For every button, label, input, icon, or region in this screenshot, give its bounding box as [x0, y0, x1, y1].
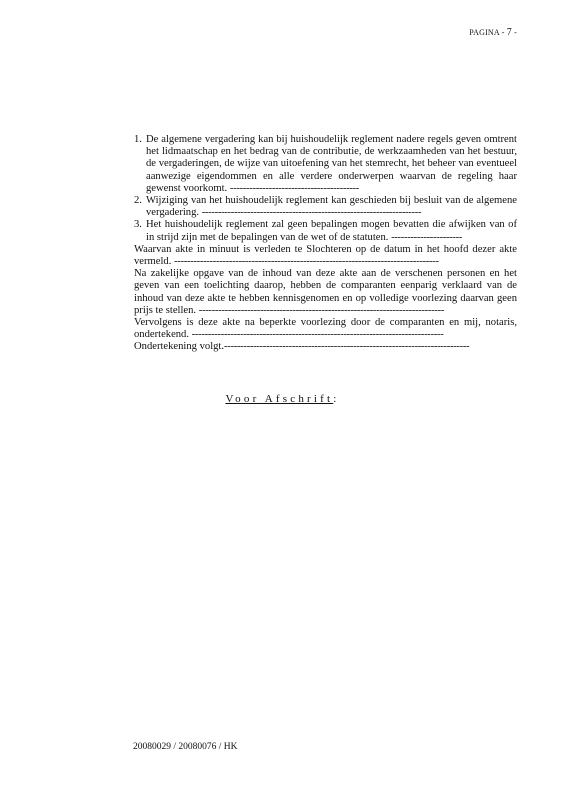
article-number: 2. — [134, 195, 142, 207]
closing-paragraph — [134, 341, 517, 353]
article-item — [134, 134, 517, 195]
article-item — [134, 219, 517, 243]
paragraph-text: Waarvan akte in minuut is verleden te Slochteren op de datum in het hoofd dezer akte vermeld. — [134, 243, 517, 268]
page-number: 7 — [506, 27, 512, 38]
paragraph-text: Na zakelijke opgave van de inhoud van deze akte aan de verschenen personen en het geven van een toelichting daarop, hebben de comparanten eenparig verklaard van de inhoud van deze akte te hebben kennisgenomen en op volledige voorlezing daarvan geen prijs te stellen. — [134, 268, 517, 316]
closing-paragraph — [134, 317, 517, 341]
article-list — [134, 134, 517, 244]
closing-paragraph — [134, 268, 517, 317]
document-body — [134, 134, 517, 354]
article-text: Het huishoudelijk reglement zal geen bepalingen mogen bevatten die afwijken van of in strijd zijn met de bepalingen van de wet of de statuten. — [146, 219, 517, 243]
document-reference: 20080029 / 20080076 / HK — [133, 742, 238, 752]
filler-dashes: ------------------------------------------------------------------------------ — [191, 329, 444, 341]
paragraph-text: Ondertekening volgt. — [134, 341, 225, 353]
filler-dashes: ---------------------------------------------------------------------------- — [198, 304, 445, 316]
copy-mark — [0, 393, 565, 405]
article-number: 3. — [134, 219, 142, 231]
filler-dashes: ---------------------------------------- — [229, 182, 359, 194]
filler-dashes: ---------------------- — [391, 231, 463, 243]
closing-paragraph — [134, 244, 517, 268]
article-item — [134, 195, 517, 219]
article-text: Wijziging van het huishoudelijk reglement kan geschieden bij besluit van de algemene vergadering. — [146, 195, 517, 219]
copy-mark-text: Voor Afschrift — [225, 393, 334, 405]
copy-mark-colon: : — [333, 393, 340, 405]
page-label-suffix: - — [511, 28, 517, 37]
page-label: PAGINA - — [469, 28, 507, 37]
article-text: De algemene vergadering kan bij huishoudelijk reglement nadere regels geven omtrent het lidmaatschap en het bedrag van de contributie, de werkzaamheden van het bestuur, de vergaderingen, de wijze van uitoefening van het stemrecht, het beheer van eventueel aanwezige eigendommen en alle verdere onderwerpen waarvan de regeling haar gewenst voorkomt. — [146, 134, 517, 194]
filler-dashes: ---------------------------------------------------------------------------- — [224, 341, 470, 353]
filler-dashes: ---------------------------------------------------------------------------------- — [174, 256, 439, 268]
filler-dashes: -------------------------------------------------------------------- — [201, 207, 422, 219]
paragraph-text: Vervolgens is deze akte na beperkte voorlezing door de comparanten en mij, notaris, ondertekend. — [134, 317, 517, 341]
article-number: 1. — [134, 134, 142, 145]
page-header — [469, 27, 517, 38]
